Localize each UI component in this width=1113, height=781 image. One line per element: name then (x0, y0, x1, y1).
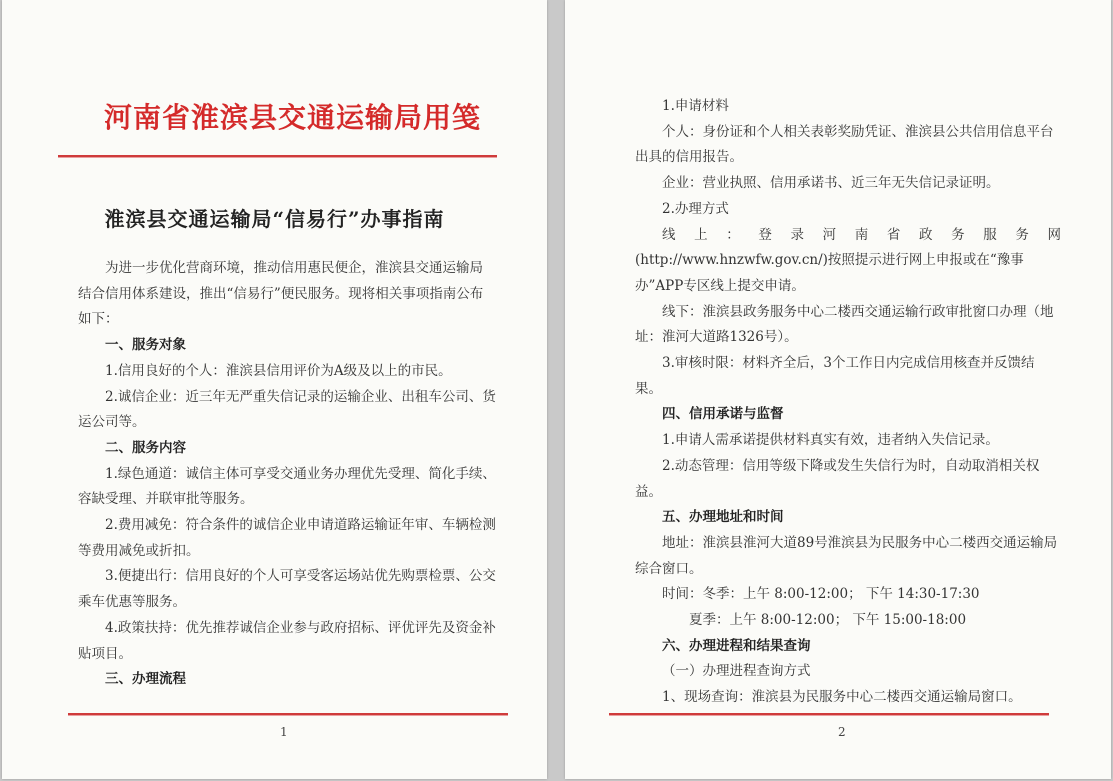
service-content-item: 3.便捷出行：信用良好的个人可享受客运场站优先购票检票、公交乘车优惠等服务。 (78, 568, 496, 611)
document-page-2 (565, 0, 1111, 779)
materials-enterprise: 企业：营业执照、信用承诺书、近三年无失信记录证明。 (662, 175, 1000, 192)
winter-hours: 时间：冬季：上午 8:00-12:00； 下午 14:30-17:30 (662, 586, 980, 603)
page-1-body (78, 256, 496, 693)
section-heading-address-time: 五、办理地址和时间 (662, 509, 784, 526)
service-target-item: 2.诚信企业：近三年无严重失信记录的运输企业、出租车公司、货运公司等。 (78, 388, 496, 431)
service-target-item: 1.信用良好的个人：淮滨县信用评价为A级及以上的市民。 (105, 362, 452, 379)
online-method-detail: (http://www.hnzwfw.gov.cn/)按照提示进行网上申报或在“豫事办”APP专区线上提交申请。 (635, 252, 1024, 294)
onsite-query-item: 1、现场查询：淮滨县为民服务中心二楼西交通运输局窗口。 (662, 689, 1022, 706)
method-title: 2.办理方式 (662, 200, 729, 217)
progress-query-subheading: （一）办理进程查询方式 (662, 663, 811, 680)
footer-red-rule (609, 713, 1049, 716)
section-heading-credit-commitment: 四、信用承诺与监督 (662, 406, 784, 423)
section-heading-process: 三、办理流程 (105, 671, 186, 688)
service-content-item: 2.费用减免：符合条件的诚信企业申请道路运输证年审、车辆检测等费用减免或折扣。 (78, 517, 496, 559)
commitment-item: 1.申请人需承诺提供材料真实有效，违者纳入失信记录。 (662, 432, 999, 449)
page-2-body (635, 94, 1061, 711)
document-title: 淮滨县交通运输局“信易行”办事指南 (104, 207, 445, 231)
section-heading-progress-query: 六、办理进程和结果查询 (662, 637, 811, 654)
materials-personal: 个人：身份证和个人相关表彰奖励凭证、淮滨县公共信用信息平台出具的信用报告。 (635, 123, 1054, 166)
summer-hours: 夏季：上午 8:00-12:00； 下午 15:00-18:00 (689, 612, 967, 629)
document-page-1 (2, 0, 547, 779)
section-heading-service-target: 一、服务对象 (105, 337, 186, 354)
online-method-line: 线上：登录河南省政务服务网 (662, 226, 1061, 243)
page-number: 1 (280, 725, 288, 739)
section-heading-service-content: 二、服务内容 (105, 439, 186, 456)
letterhead-title: 河南省淮滨县交通运输局用笺 (104, 101, 482, 134)
service-content-item: 1.绿色通道：诚信主体可享受交通业务办理优先受理、简化手续、容缺受理、并联审批等服务。 (78, 465, 496, 508)
service-content-item: 4.政策扶持：优先推荐诚信企业参与政府招标、评优评先及资金补贴项目。 (78, 619, 496, 662)
commitment-item: 2.动态管理：信用等级下降或发生失信行为时，自动取消相关权益。 (635, 457, 1040, 500)
offline-method: 线下：淮滨县政务服务中心二楼西交通运输行政审批窗口办理（地址：淮河大道路1326号）。 (635, 303, 1054, 346)
materials-title: 1.申请材料 (662, 98, 729, 114)
office-address: 地址：淮滨县淮河大道89号淮滨县为民服务中心二楼西交通运输局综合窗口。 (635, 534, 1058, 577)
page-number: 2 (838, 725, 846, 739)
footer-red-rule (68, 713, 508, 716)
letterhead-red-rule (58, 155, 497, 158)
review-time-limit: 3.审核时限：材料齐全后，3个工作日内完成信用核查并反馈结果。 (635, 355, 1035, 397)
intro-paragraph: 为进一步优化营商环境，推动信用惠民便企，淮滨县交通运输局结合信用体系建设，推出“信易行”便民服务。现将相关事项指南公布如下： (78, 260, 484, 328)
